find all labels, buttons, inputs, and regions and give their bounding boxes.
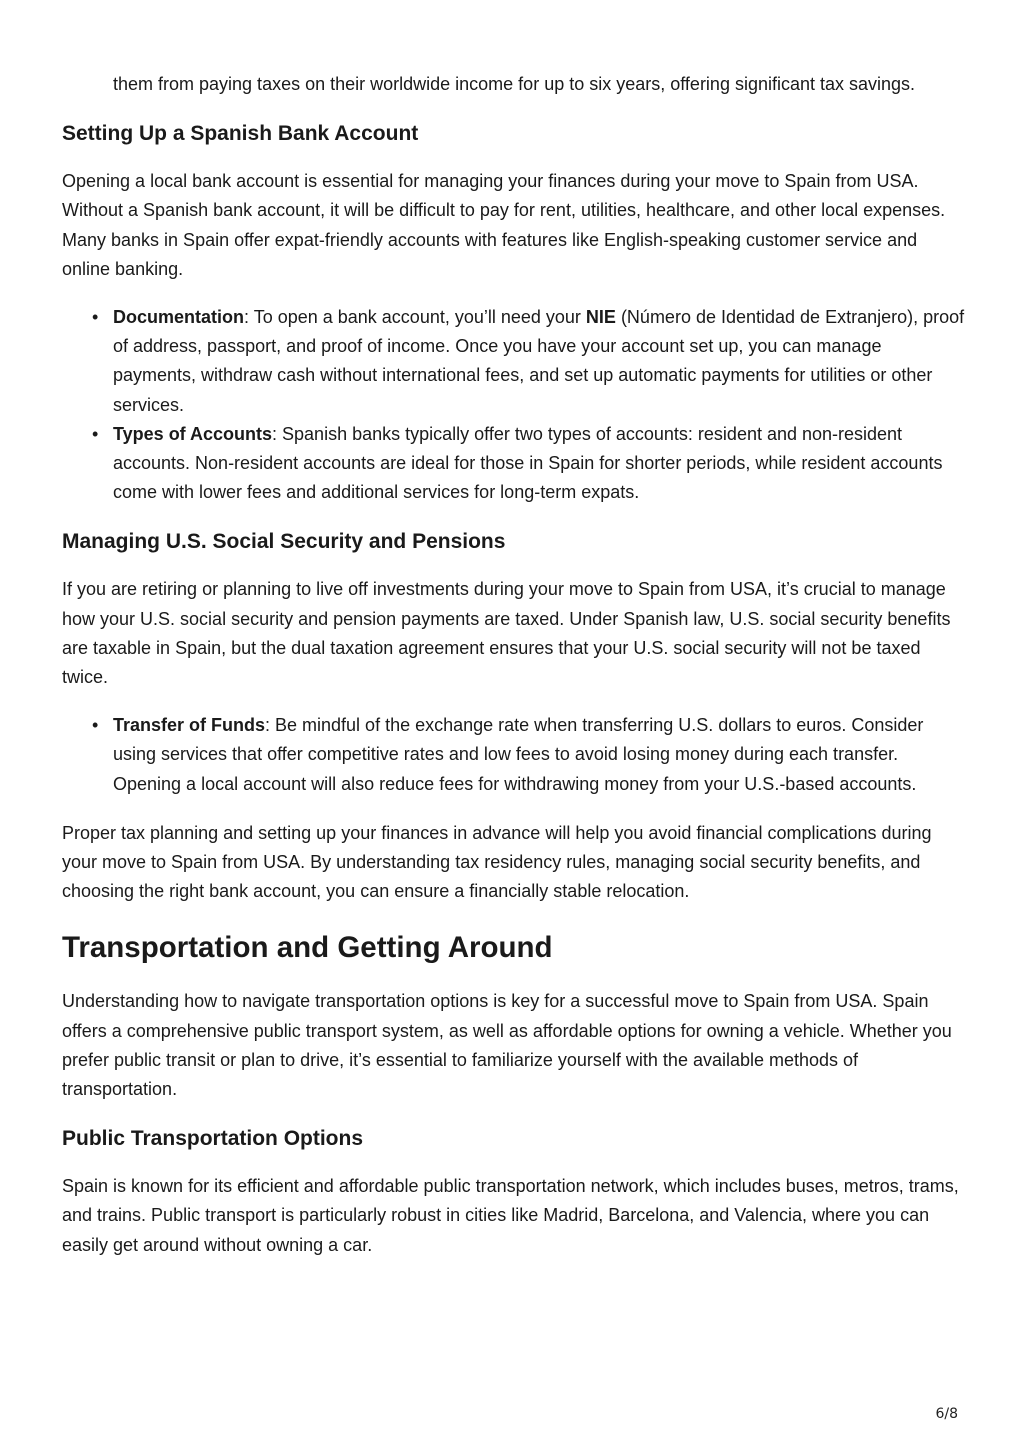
- public-transportation-paragraph: Spain is known for its efficient and affordable public transportation network, which includes buses, metros, trams, and trains. Public transport is particularly robust in cities like Madrid, Barcelona, and Valencia, where you can easily get around without owning a car.: [62, 1176, 959, 1255]
- bank-account-list: [62, 303, 966, 507]
- list-item-text: (Número de Identidad de Extranjero), proof of address, passport, and proof of income. Once you have your account set up, you can manage payments, withdraw cash without international fees, and set up automatic payments for utilities or other services.: [113, 307, 965, 415]
- list-item-term: Documentation: [113, 307, 245, 328]
- list-item-term: Types of Accounts: [113, 423, 273, 444]
- document-body: [62, 70, 966, 1260]
- bank-account-paragraph: Opening a local bank account is essential for managing your finances during your move to Spain from USA. Without a Spanish bank account, it will be difficult to pay for rent, utilities, healthcare, and other local expenses. Many banks in Spain offer expat-friendly accounts with features like English-speaking customer service and online banking.: [62, 171, 946, 279]
- finances-closing-paragraph: Proper tax planning and setting up your finances in advance will help you avoid financial complications during your move to Spain from USA. By understanding tax residency rules, managing social security benefits, and choosing the right bank account, you can ensure a financially stable relocation.: [62, 822, 932, 902]
- intro-continuation-text: them from paying taxes on their worldwide income for up to six years, offering significant tax savings.: [113, 74, 916, 94]
- list-item-term: Transfer of Funds: [113, 715, 266, 736]
- social-security-heading: Managing U.S. Social Security and Pensions: [62, 530, 506, 554]
- bullet-icon: •: [92, 307, 99, 328]
- list-item-transfer-of-funds: [92, 711, 966, 799]
- social-security-paragraph: If you are retiring or planning to live off investments during your move to Spain from USA, it’s crucial to manage how your U.S. social security and pension payments are taxed. Under Spanish law, U.S. social security benefits are taxable in Spain, but the dual taxation agreement ensures that your U.S. social security will not be taxed twice.: [62, 579, 951, 688]
- transportation-paragraph: Understanding how to navigate transportation options is key for a successful move to Spain from USA. Spain offers a comprehensive public transport system, as well as affordable options for owning a vehicle. Whether you prefer public transit or plan to drive, it’s essential to familiarize yourself with the available methods of transportation.: [62, 991, 952, 1100]
- page-number: 6/8: [935, 1406, 958, 1422]
- list-item-text: : Be mindful of the exchange rate when transferring U.S. dollars to euros. Consider using services that offer competitive rates and low fees to avoid losing money during each transfer. Opening a local account will also reduce fees for withdrawing money from your U.S.-based accounts.: [113, 715, 924, 794]
- transportation-heading: Transportation and Getting Around: [62, 931, 553, 965]
- list-item-documentation: [92, 303, 966, 420]
- list-item-text: : Spanish banks typically offer two types of accounts: resident and non-resident accounts. Non-resident accounts are ideal for those in Spain for shorter periods, while resident accounts come with lower fees and additional services for long-term expats.: [113, 423, 943, 503]
- list-item-strong: NIE: [585, 307, 616, 328]
- public-transportation-heading: Public Transportation Options: [62, 1127, 364, 1151]
- bullet-icon: •: [92, 715, 99, 736]
- bullet-icon: •: [92, 423, 99, 444]
- list-item-types-of-accounts: [92, 420, 966, 508]
- social-security-list: [62, 711, 966, 799]
- list-item-text: : To open a bank account, you’ll need your: [244, 307, 586, 328]
- bank-account-heading: Setting Up a Spanish Bank Account: [62, 122, 419, 146]
